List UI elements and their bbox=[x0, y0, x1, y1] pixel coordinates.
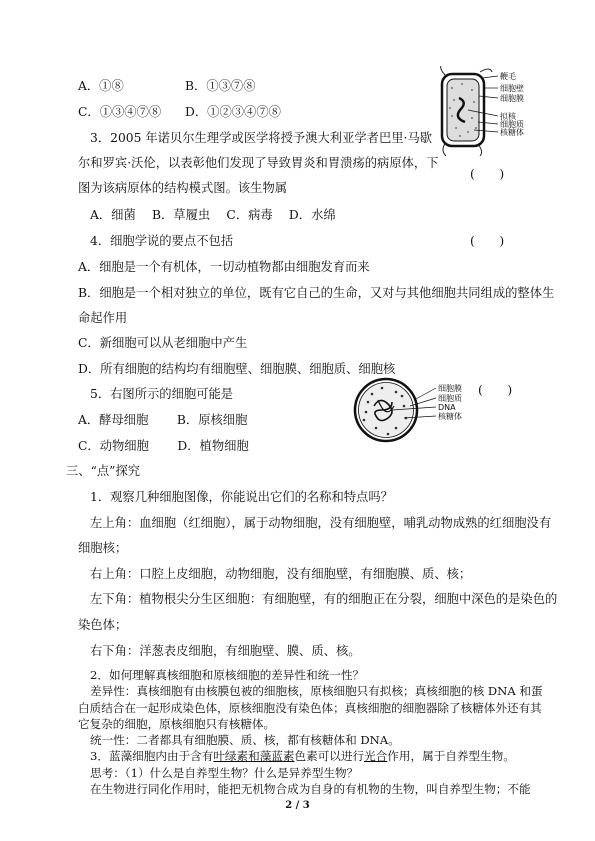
cell-label-membrane: 细胞膜 bbox=[438, 384, 462, 393]
q3-text-b: 色素可以进行 bbox=[294, 749, 365, 764]
q2-option-a: A．①⑧ bbox=[78, 79, 124, 93]
bacterium-label-cell-wall: 细胞壁 bbox=[500, 84, 524, 93]
q4-option-d: D．所有细胞的结构均有细胞壁、细胞膜、细胞质、细胞核 bbox=[78, 362, 396, 376]
unity-line: 统一性：二者都具有细胞膜、质、核，都有核糖体和 DNA。 bbox=[90, 733, 400, 748]
q3-stem-line3: 图为该病原体的结构模式图。该生物属 bbox=[78, 181, 288, 195]
q4-option-c: C．新细胞可以从老细胞中产生 bbox=[78, 336, 248, 350]
q5-stem: 5．右图所示的细胞可能是 bbox=[90, 387, 234, 401]
section3-question1: 1．观察几种细胞图像，你能说出它们的名称和特点吗？ bbox=[90, 490, 393, 504]
page-number: 2 / 3 bbox=[285, 800, 310, 811]
q2-option-d: D．①②③④⑦⑧ bbox=[185, 105, 281, 119]
bacterium-figure bbox=[432, 66, 542, 156]
bacterium-label-flagellum: 鞭毛 bbox=[500, 72, 516, 81]
q2-option-c: C．①③④⑦⑧ bbox=[78, 105, 162, 119]
q5-options-row1: A．酵母细胞 B．原核细胞 bbox=[78, 413, 248, 427]
answer-bottom-right: 右下角：洋葱表皮细胞，有细胞壁、膜、质、核。 bbox=[90, 644, 361, 658]
answer-bottom-left-line1: 左下角：植物根尖分生区细胞：有细胞壁，有的细胞正在分裂，细胞中深色的是染色的 bbox=[90, 592, 558, 606]
bacterium-label-ribosome: 核糖体 bbox=[500, 128, 524, 137]
q3-photosynthesis: 光合 bbox=[364, 749, 388, 764]
bacterium-label-cytoplasm: 细胞质 bbox=[500, 120, 524, 129]
q4-stem: 4．细胞学说的要点不包括 bbox=[90, 234, 234, 248]
section3-question2: 2．如何理解真核细胞和原核细胞的差异性和统一性？ bbox=[90, 668, 365, 682]
q2-option-b: B．①③⑦⑧ bbox=[185, 79, 256, 93]
bacterium-label-cell-membrane: 细胞膜 bbox=[500, 94, 524, 103]
cell-label-ribosome: 核糖体 bbox=[438, 412, 462, 421]
answer-bottom-left-line2: 染色体； bbox=[78, 618, 128, 632]
bacterium-label-nucleoid: 拟核 bbox=[500, 112, 516, 121]
q4-option-b-line2: 命起作用 bbox=[78, 311, 128, 325]
q3-pigments: 叶绿素和藻蓝素 bbox=[213, 749, 295, 764]
q5-options-row2: C．动物细胞 D．植物细胞 bbox=[78, 439, 249, 453]
section3-heading: 三、“点”探究 bbox=[66, 464, 141, 478]
answer-top-left-line1: 左上角：血细胞（红细胞），属于动物细胞，没有细胞壁，哺乳动物成熟的红细胞没有 bbox=[90, 516, 552, 530]
q3-stem-line2: 尔和罗宾·沃伦，以表彰他们发现了导致胃炎和胃溃疡的病原体，下 bbox=[78, 156, 439, 170]
section3-question3 bbox=[90, 749, 515, 763]
prokaryote-cell-figure bbox=[352, 376, 482, 446]
answer-top-left-line2: 细胞核； bbox=[78, 541, 128, 555]
q3-answer-bracket: ( ) bbox=[470, 167, 505, 181]
cell-label-cytoplasm: 细胞质 bbox=[438, 394, 462, 403]
difference-line2: 白质结合在一起形成染色体，原核细胞没有染色体；真核细胞的细胞器除了核糖体外还有其 bbox=[78, 700, 542, 715]
q3-text-a: 3．蓝藻细胞内由于含有 bbox=[90, 749, 214, 764]
difference-line3: 它复杂的细胞，原核细胞只有核糖体。 bbox=[78, 716, 276, 731]
answer-top-right: 右上角：口腔上皮细胞，动物细胞，没有细胞壁，有细胞膜、质、核； bbox=[90, 567, 472, 581]
q3-text-c: 作用，属于自养型生物。 bbox=[387, 749, 515, 764]
q3-options: A．细菌 B．草履虫 C．病毒 D．水绵 bbox=[90, 208, 336, 222]
q4-answer-bracket: ( ) bbox=[470, 234, 505, 248]
difference-line1: 差异性：真核细胞有由核膜包被的细胞核，原核细胞只有拟核；真核细胞的核 DNA 和蛋 bbox=[90, 684, 543, 699]
q3-stem-line1: 3．2005 年诺贝尔生理学或医学将授予澳大利亚学者巴里·马歇 bbox=[90, 131, 433, 145]
q5-answer-bracket: ( ) bbox=[478, 383, 513, 397]
q4-option-b-line1: B．细胞是一个相对独立的单位，既有它自己的生命，又对与其他细胞共同组成的整体生 bbox=[78, 286, 555, 300]
cell-label-dna: DNA bbox=[438, 403, 456, 412]
q4-option-a: A．细胞是一个有机体，一切动植物都由细胞发育而来 bbox=[78, 260, 370, 274]
last-line: 在生物进行同化作用时，能把无机物合成为自身的有机物的生物，叫自养型生物；不能 bbox=[90, 782, 531, 796]
think-line: 思考：（1）什么是自养型生物？什么是异养型生物？ bbox=[90, 765, 359, 780]
